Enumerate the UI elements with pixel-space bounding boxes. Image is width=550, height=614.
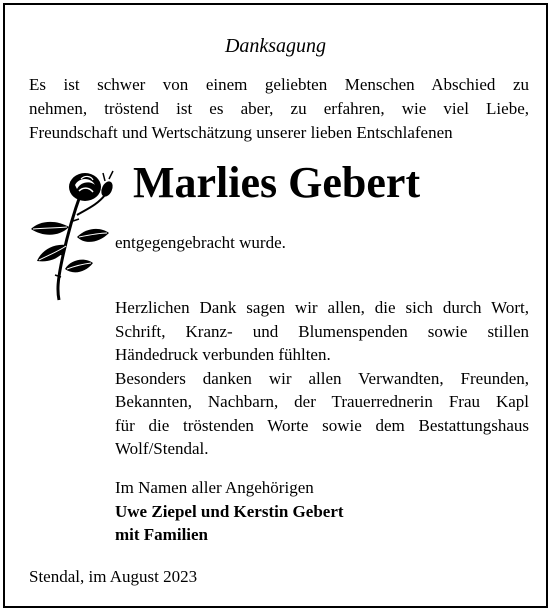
deceased-name: Marlies Gebert <box>133 158 421 207</box>
notice-heading: Danksagung <box>224 35 327 57</box>
signature-block <box>115 476 344 547</box>
rose-icon <box>21 165 121 305</box>
intro-line: Es ist schwer von einem geliebten Menschen Abschied zu <box>29 75 529 94</box>
signature-intro: Im Namen aller Angehörigen <box>115 478 314 497</box>
intro-line: nehmen, tröstend ist es aber, zu erfahren, wie viel Liebe, <box>29 99 529 118</box>
thanks-line: Besonders danken wir allen Verwandten, Freunden, <box>115 368 529 388</box>
thanks-line: Bekannten, Nachbarn, der Trauerrednerin Frau Kapl <box>115 392 529 411</box>
intro-paragraph <box>29 73 529 145</box>
thanks-paragraph <box>115 296 529 461</box>
signature-names: Uwe Ziepel und Kerstin Gebert <box>115 501 344 521</box>
thanks-line: Wolf/Stendal. <box>115 439 209 458</box>
place-date: Stendal, im August 2023 <box>29 567 198 586</box>
thanks-line: für die tröstenden Worte sowie dem Bestattungshaus <box>115 415 529 435</box>
obituary-notice <box>3 3 548 608</box>
thanks-line: Schrift, Kranz- und Blumenspenden sowie stillen <box>115 321 529 341</box>
intro-line: Freundschaft und Wertschätzung unserer lieben Entschlafenen <box>29 123 453 142</box>
name-continuation: entgegengebracht wurde. <box>115 233 286 252</box>
thanks-line: Händedruck verbunden fühlten. <box>115 345 331 364</box>
thanks-line: Herzlichen Dank sagen wir allen, die sich durch Wort, <box>115 298 529 317</box>
signature-family: mit Familien <box>115 525 209 544</box>
